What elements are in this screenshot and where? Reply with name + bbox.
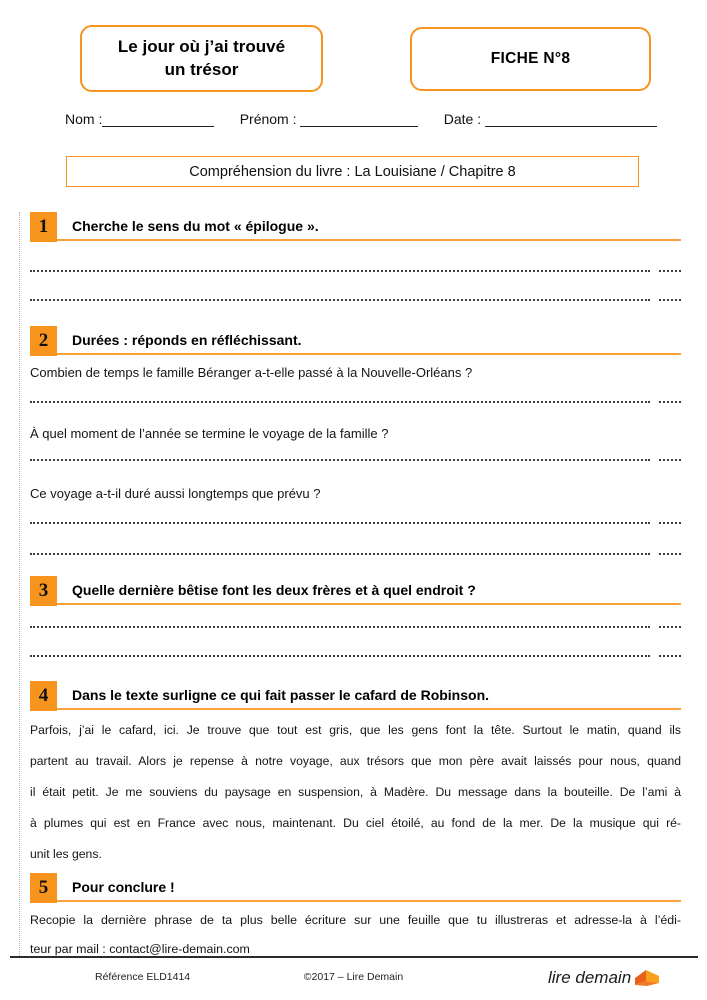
answer-line-segment: [30, 270, 650, 272]
question-3-header: [30, 577, 681, 605]
passage-line-1: Parfois, j’ai le cafard, ici. Je trouve que tout est gris, que les gens font la tête. Surtout le matin, quand ils: [30, 723, 681, 737]
answer-line-gap: [650, 299, 659, 301]
answer-line: [30, 270, 681, 272]
answer-line-gap: [650, 459, 659, 461]
publisher-logo-text: lire demain: [548, 967, 632, 987]
question-4-header: [30, 682, 681, 710]
question-3-number-badge: 3: [30, 576, 57, 606]
answer-line-gap: [650, 401, 659, 403]
answer-line-tail: [659, 299, 681, 301]
question-4-label: Dans le texte surligne ce qui fait passer le cafard de Robinson.: [72, 687, 490, 703]
question-2-number-badge: 2: [30, 326, 57, 356]
footer-copyright: ©2017 – Lire Demain: [303, 971, 404, 983]
answer-line-tail: [659, 553, 681, 555]
answer-line-gap: [650, 270, 659, 272]
question-section-3: [30, 577, 681, 657]
publisher-logo: [548, 963, 661, 992]
answer-line: [30, 459, 681, 461]
question-3-label: Quelle dernière bêtise font les deux frères et à quel endroit ?: [72, 582, 476, 598]
question-5-number-badge: 5: [30, 873, 57, 903]
passage-line-4: à plumes qui est en France avec nous, maintenant. Du ciel étoilé, au fond de la mer. De la musique qui ré-: [30, 816, 681, 830]
answer-line-segment: [30, 626, 650, 628]
passage-line-5: unit les gens.: [30, 847, 102, 861]
answer-line: [30, 553, 681, 555]
sub-question-3: Ce voyage a-t-il duré aussi longtemps que prévu ?: [30, 486, 321, 501]
footer-reference: Référence ELD1414: [95, 971, 191, 983]
firstname-field: [240, 111, 419, 127]
question-section-2: [30, 327, 681, 555]
conclusion-line-2: teur par mail : contact@lire-demain.com: [30, 942, 250, 956]
date-write-line: [485, 112, 657, 127]
answer-line-tail: [659, 270, 681, 272]
answer-line: [30, 522, 681, 524]
question-2-header: [30, 327, 681, 355]
answer-line-tail: [659, 655, 681, 657]
identity-row: [65, 111, 657, 127]
passage-line-2: partent au travail. Alors je repense à notre voyage, aux trésors que mon père avait laissés pour nous, quand: [30, 754, 681, 768]
passage-text: [30, 715, 681, 870]
answer-line-segment: [30, 553, 650, 555]
question-section-5: [30, 874, 681, 964]
firstname-label: Prénom :: [239, 111, 301, 127]
answer-line-gap: [650, 655, 659, 657]
question-1-label: Cherche le sens du mot « épilogue ».: [72, 218, 319, 234]
name-label: Nom :: [65, 111, 103, 127]
fold-dotted-line: [19, 212, 20, 956]
answer-line-segment: [30, 655, 650, 657]
answer-line: [30, 655, 681, 657]
answer-line-segment: [30, 522, 650, 524]
book-title-box: [80, 25, 323, 92]
question-section-4: [30, 682, 681, 870]
answer-line-gap: [650, 626, 659, 628]
answer-line-tail: [659, 401, 681, 403]
answer-line-gap: [650, 553, 659, 555]
question-1-number-badge: 1: [30, 212, 57, 242]
answer-line: [30, 626, 681, 628]
date-field: [444, 111, 657, 127]
question-5-header: [30, 874, 681, 902]
subject-box: [66, 156, 639, 187]
fiche-number-box: [410, 27, 651, 91]
question-2-label: Durées : réponds en réfléchissant.: [72, 332, 302, 348]
question-section-1: [30, 213, 681, 301]
name-field: [65, 111, 214, 127]
answer-line-segment: [30, 459, 650, 461]
passage-line-3: il était petit. Je me souviens du paysage en suspension, à Madère. Du message dans la bouteille. De l’ami à: [30, 785, 681, 799]
date-label: Date :: [443, 111, 485, 127]
book-title-line2: un trésor: [164, 59, 239, 79]
answer-line-tail: [659, 626, 681, 628]
footer-rule: [10, 956, 698, 958]
sub-question-1: Combien de temps le famille Béranger a-t-elle passé à la Nouvelle-Orléans ?: [30, 365, 473, 380]
question-4-number-badge: 4: [30, 681, 57, 711]
answer-line-segment: [30, 299, 650, 301]
answer-line-tail: [659, 522, 681, 524]
fiche-label: FICHE N°8: [490, 50, 571, 67]
answer-line-segment: [30, 401, 650, 403]
answer-line: [30, 299, 681, 301]
conclusion-line-1: Recopie la dernière phrase de ta plus belle écriture sur une feuille que tu illustreras et adresse-la à l’édi-: [30, 913, 681, 927]
book-title-line1: Le jour où j’ai trouvé: [117, 37, 286, 57]
question-1-header: [30, 213, 681, 241]
firstname-write-line: [300, 112, 418, 127]
sub-question-2: À quel moment de l’année se termine le voyage de la famille ?: [30, 426, 389, 441]
open-book-icon: [631, 963, 661, 992]
answer-line-tail: [659, 459, 681, 461]
subject-text: Compréhension du livre : La Louisiane / Chapitre 8: [189, 163, 516, 180]
answer-line-gap: [650, 522, 659, 524]
question-5-label: Pour conclure !: [72, 879, 175, 895]
name-write-line: [102, 112, 214, 127]
answer-line: [30, 401, 681, 403]
